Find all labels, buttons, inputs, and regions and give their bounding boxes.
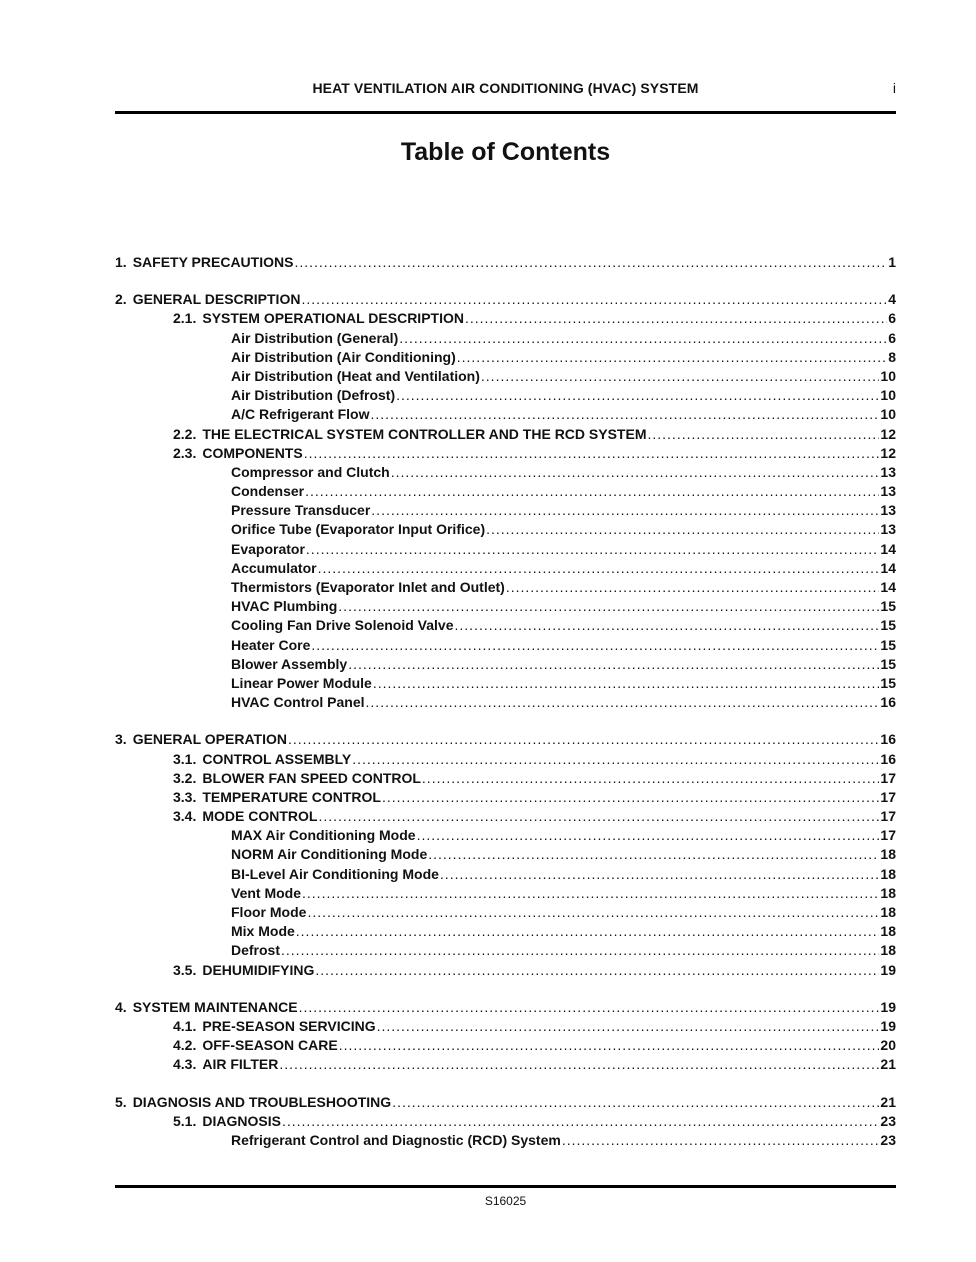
toc-entry[interactable] [115,885,896,904]
toc-entry-title: Pressure Transducer [231,502,371,519]
toc-dot-leader [506,579,880,595]
toc-entry-page: 17 [880,808,896,825]
toc-dot-leader [428,846,879,862]
toc-entry-title: MAX Air Conditioning Mode [231,827,416,844]
toc-entry-title: BLOWER FAN SPEED CONTROL [202,769,421,786]
toc-dot-leader [399,330,887,346]
toc-entry-title: DEHUMIDIFYING [202,961,315,978]
toc-dot-leader [366,694,880,710]
toc-entry-number: 3.1. [173,750,197,767]
toc-entry-page: 13 [880,463,896,480]
toc-entry-page: 17 [880,827,896,844]
toc-entry-page: 15 [880,636,896,653]
toc-dot-leader [382,789,879,805]
toc-entry-page: 18 [880,942,896,959]
toc-entry[interactable] [115,942,896,961]
toc-entry-title: Air Distribution (General) [231,329,399,346]
toc-entry-page: 19 [880,961,896,978]
toc-entry-page: 21 [880,1056,896,1073]
toc-dot-leader [457,349,887,365]
toc-entry-page: 18 [880,884,896,901]
toc-entry[interactable] [115,617,896,636]
toc-entry[interactable] [115,1037,896,1056]
toc-entry-page: 17 [880,769,896,786]
toc-entry-title: OFF-SEASON CARE [202,1037,338,1054]
toc-dot-leader [301,291,887,307]
toc-entry-page: 1 [888,254,896,270]
toc-dot-leader [318,808,879,824]
toc-entry-number: 1. [115,254,127,270]
toc-entry[interactable] [115,1018,896,1037]
toc-entry-page: 20 [880,1037,896,1054]
toc-entry[interactable] [115,464,896,483]
toc-entry[interactable] [115,368,896,387]
toc-entry-page: 13 [880,502,896,519]
toc-entry-page: 15 [880,655,896,672]
toc-entry-title: Defrost [231,942,281,959]
toc-entry-number: 4.1. [173,1017,197,1034]
toc-dot-leader [307,904,879,920]
toc-entry-title: GENERAL OPERATION [132,731,287,748]
toc-entry-title: AIR FILTER [202,1056,279,1073]
toc-entry-number: 2.3. [173,444,197,461]
toc-entry-title: COMPONENTS [202,444,303,461]
toc-entry[interactable] [115,1113,896,1132]
toc-entry-number: 3.5. [173,961,197,978]
toc-entry-title: CONTROL ASSEMBLY [202,750,352,767]
toc-entry[interactable] [115,962,896,981]
toc-entry-page: 10 [880,367,896,384]
toc-entry-title: DIAGNOSIS [202,1112,281,1129]
toc-entry-page: 18 [880,846,896,863]
toc-entry-title: SAFETY PRECAUTIONS [132,254,294,270]
toc-entry[interactable] [115,406,896,425]
toc-entry-page: 14 [880,540,896,557]
toc-entry-number: 5. [115,1093,127,1110]
toc-entry-number: 3.3. [173,788,197,805]
toc-entry-title: Air Distribution (Air Conditioning) [231,348,456,365]
toc-entry-page: 16 [880,750,896,767]
toc-entry-page: 16 [880,731,896,748]
toc-entry-number: 2.2. [173,425,197,442]
toc-entry[interactable] [115,1132,896,1151]
toc-entry-page: 8 [888,348,896,365]
toc-entry[interactable] [115,751,896,770]
toc-entry-page: 6 [888,310,896,327]
toc-entry-title: GENERAL DESCRIPTION [132,291,301,308]
table-of-contents [115,254,896,1151]
toc-dot-leader [440,866,880,882]
toc-entry[interactable] [115,541,896,560]
toc-entry-page: 13 [880,483,896,500]
toc-entry-page: 4 [888,291,896,308]
toc-entry-title: PRE-SEASON SERVICING [202,1017,376,1034]
toc-entry-number: 3.4. [173,808,197,825]
toc-dot-leader [296,923,880,939]
toc-entry[interactable] [115,808,896,827]
toc-entry-title: NORM Air Conditioning Mode [231,846,428,863]
toc-entry-page: 10 [880,387,896,404]
toc-entry-page: 21 [880,1093,896,1110]
toc-entry[interactable] [115,827,896,846]
toc-entry-title: Vent Mode [231,884,302,901]
toc-entry[interactable] [115,656,896,675]
footer-document-code: S16025 [484,1194,527,1208]
toc-dot-leader [562,1132,880,1148]
toc-dot-leader [647,426,879,442]
toc-dot-leader [348,656,879,672]
toc-entry-title: A/C Refrigerant Flow [231,406,370,423]
toc-entry[interactable] [115,637,896,656]
toc-dot-leader [281,942,879,958]
toc-entry[interactable] [115,560,896,579]
toc-entry-page: 23 [880,1131,896,1148]
toc-entry[interactable] [115,866,896,885]
toc-entry-page: 15 [880,674,896,691]
toc-dot-leader [306,541,880,557]
toc-entry[interactable] [115,846,896,865]
toc-dot-leader [373,675,880,691]
toc-entry-title: Air Distribution (Heat and Ventilation) [231,367,480,384]
toc-entry[interactable] [115,770,896,789]
toc-entry[interactable] [115,579,896,598]
toc-dot-leader [304,445,880,461]
toc-entry-page: 19 [880,998,896,1015]
toc-entry-number: 2. [115,291,127,308]
toc-entry-page: 14 [880,559,896,576]
toc-entry-title: Mix Mode [231,923,295,940]
toc-entry-title: MODE CONTROL [202,808,318,825]
toc-entry-title: HVAC Control Panel [231,694,365,711]
toc-entry-title: Evaporator [231,540,305,557]
toc-dot-leader [465,310,887,326]
footer-rule [115,1185,896,1188]
toc-entry-number: 3. [115,731,127,748]
toc-entry-number: 2.1. [173,310,197,327]
toc-dot-leader [392,1094,879,1110]
toc-entry-number: 4. [115,998,127,1015]
header-page-number: i [892,80,896,96]
toc-entry-title: SYSTEM MAINTENANCE [132,998,298,1015]
toc-entry-title: Linear Power Module [231,674,372,691]
toc-dot-leader [417,827,880,843]
toc-dot-leader [294,254,887,270]
toc-entry-title: Floor Mode [231,904,307,920]
toc-entry-page: 15 [880,617,896,634]
toc-entry[interactable] [115,999,896,1018]
toc-dot-leader [339,1037,880,1053]
toc-entry-title: Refrigerant Control and Diagnostic (RCD) System [231,1131,561,1148]
toc-entry-page: 18 [880,923,896,940]
toc-entry[interactable] [115,789,896,808]
header-title: HEAT VENTILATION AIR CONDITIONING (HVAC) SYSTEM [312,80,699,96]
toc-entry[interactable] [115,502,896,521]
toc-entry-title: SYSTEM OPERATIONAL DESCRIPTION [202,310,464,327]
toc-entry-page: 17 [880,788,896,805]
toc-entry-page: 12 [880,444,896,461]
toc-entry[interactable] [115,731,896,750]
toc-entry-title: Accumulator [231,559,317,576]
toc-entry-page: 19 [880,1017,896,1034]
document-title: Table of Contents [400,138,611,166]
toc-dot-leader [481,368,880,384]
toc-entry-title: DIAGNOSIS AND TROUBLESHOOTING [132,1093,392,1110]
toc-entry[interactable] [115,521,896,540]
toc-entry-page: 15 [880,598,896,615]
toc-entry-page: 18 [880,904,896,920]
toc-dot-leader [279,1056,879,1072]
toc-entry-title: Condenser [231,483,305,500]
toc-entry-title: Cooling Fan Drive Solenoid Valve [231,617,454,634]
toc-entry[interactable] [115,675,896,694]
toc-dot-leader [315,962,879,978]
toc-entry-number: 5.1. [173,1112,197,1129]
toc-entry[interactable] [115,291,896,310]
toc-entry-page: 18 [880,865,896,882]
toc-dot-leader [455,617,880,633]
toc-dot-leader [486,521,879,537]
toc-dot-leader [352,751,879,767]
toc-entry-title: Compressor and Clutch [231,463,390,480]
toc-entry[interactable] [115,598,896,617]
toc-dot-leader [318,560,880,576]
toc-dot-leader [391,464,880,480]
toc-dot-leader [302,885,879,901]
toc-entry-page: 16 [880,694,896,711]
toc-dot-leader [396,387,879,403]
toc-entry[interactable] [115,694,896,713]
toc-entry[interactable] [115,426,896,445]
toc-entry[interactable] [115,387,896,406]
toc-entry-number: 4.3. [173,1056,197,1073]
toc-dot-leader [377,1018,880,1034]
toc-dot-leader [338,598,879,614]
toc-entry-page: 14 [880,579,896,595]
toc-entry[interactable] [115,904,896,923]
toc-dot-leader [288,731,879,747]
toc-entry-title: BI-Level Air Conditioning Mode [231,865,439,882]
toc-dot-leader [370,406,879,422]
toc-entry[interactable] [115,310,896,329]
toc-entry-title: TEMPERATURE CONTROL [202,788,381,805]
toc-entry-title: THE ELECTRICAL SYSTEM CONTROLLER AND THE RCD SYSTEM [202,425,647,442]
toc-dot-leader [422,770,880,786]
toc-dot-leader [305,483,879,499]
toc-entry[interactable] [115,483,896,502]
toc-entry-title: Air Distribution (Defrost) [231,387,396,404]
toc-entry[interactable] [115,1094,896,1113]
toc-entry-number: 4.2. [173,1037,197,1054]
toc-dot-leader [282,1113,879,1129]
toc-entry-title: Blower Assembly [231,655,348,672]
toc-dot-leader [299,999,880,1015]
toc-dot-leader [311,637,879,653]
toc-entry[interactable] [115,445,896,464]
toc-entry-title: Orifice Tube (Evaporator Input Orifice) [231,521,486,538]
toc-entry-title: Thermistors (Evaporator Inlet and Outlet) [231,579,505,595]
page-header [115,80,896,102]
header-rule [115,111,896,114]
toc-entry-page: 6 [888,329,896,346]
toc-entry-title: HVAC Plumbing [231,598,338,615]
toc-entry-page: 23 [880,1112,896,1129]
toc-entry-page: 12 [880,425,896,442]
toc-entry[interactable] [115,254,896,273]
toc-entry-page: 13 [880,521,896,538]
toc-entry-title: Heater Core [231,636,311,653]
toc-entry[interactable] [115,349,896,368]
toc-entry[interactable] [115,330,896,349]
toc-dot-leader [371,502,879,518]
toc-entry-page: 10 [880,406,896,423]
toc-entry-number: 3.2. [173,769,197,786]
toc-entry[interactable] [115,923,896,942]
toc-entry[interactable] [115,1056,896,1075]
